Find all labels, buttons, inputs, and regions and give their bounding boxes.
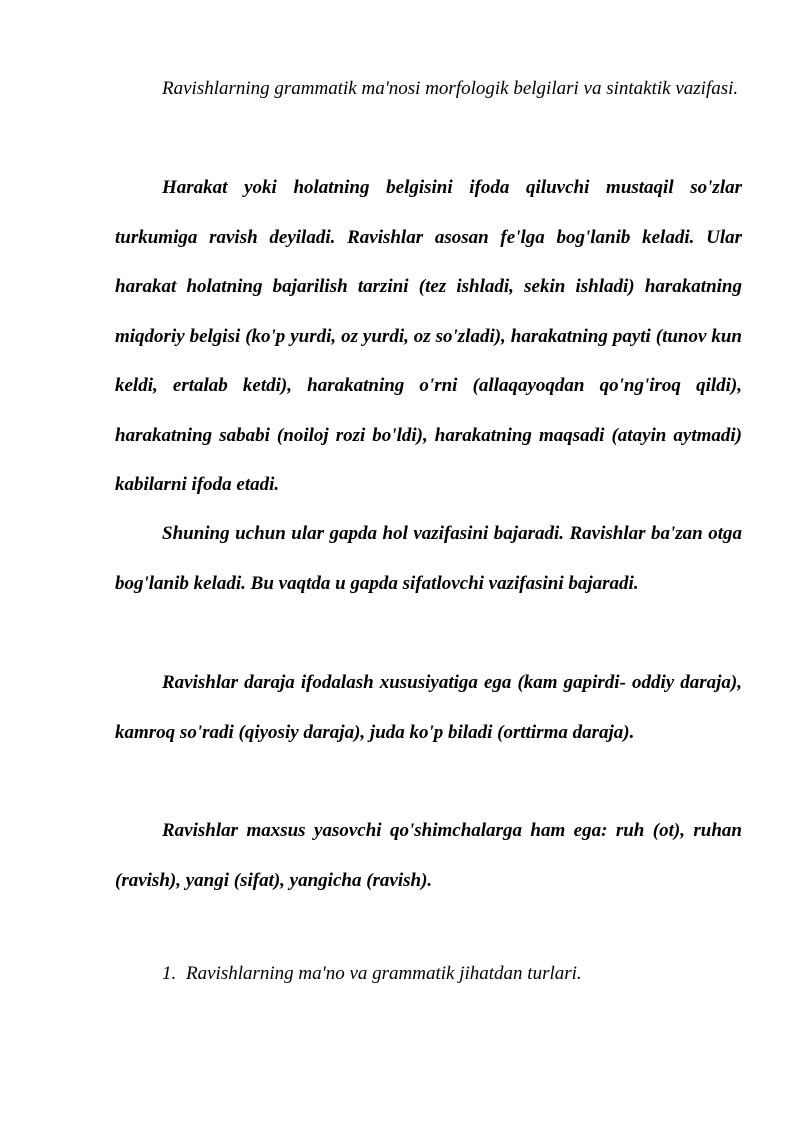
body-paragraph-4: Ravishlar maxsus yasovchi qo'shimchalarga ham ega: ruh (ot), ruhan (ravish), yangi (sifat), yangicha (ravish). <box>115 820 742 891</box>
intro-paragraph: Ravishlarning grammatik ma'nosi morfologik belgilari va sintaktik vazifasi. <box>162 78 739 99</box>
body-paragraph-3-block <box>115 658 742 757</box>
section-heading <box>162 963 582 985</box>
body-paragraph-1-block <box>115 163 742 510</box>
body-paragraph-2-block <box>115 509 742 608</box>
body-paragraph-3: Ravishlar daraja ifodalash xususiyatiga ega (kam gapirdi- oddiy daraja), kamroq so'radi (qiyosiy daraja), juda ko'p biladi (orttirma daraja). <box>115 672 742 743</box>
body-paragraph-2: Shuning uchun ular gapda hol vazifasini bajaradi. Ravishlar ba'zan otga bog'lanib keladi. Bu vaqtda u gapda sifatlovchi vazifasini bajaradi. <box>115 523 742 594</box>
body-paragraph-4-block <box>115 806 742 905</box>
section-title: Ravishlarning ma'no va grammatik jihatdan turlari. <box>186 963 582 984</box>
section-number: 1. <box>162 963 177 984</box>
intro-block <box>115 64 742 114</box>
body-paragraph-1: Harakat yoki holatning belgisini ifoda qiluvchi mustaqil so'zlar turkumiga ravish deyiladi. Ravishlar asosan fe'lga bog'lanib keladi. Ular harakat holatning bajarilish tarzini (tez ishladi, sekin ishladi) harakatning miqdoriy belgisi (ko'p yurdi, oz yurdi, oz so'zladi), harakatning payti (tunov kun keldi, ertalab ketdi), harakatning o'rni (allaqayoqdan qo'ng'iroq qildi), harakatning sababi (noiloj rozi bo'ldi), harakatning maqsadi (atayin aytmadi) kabilarni ifoda etadi. <box>115 177 742 495</box>
